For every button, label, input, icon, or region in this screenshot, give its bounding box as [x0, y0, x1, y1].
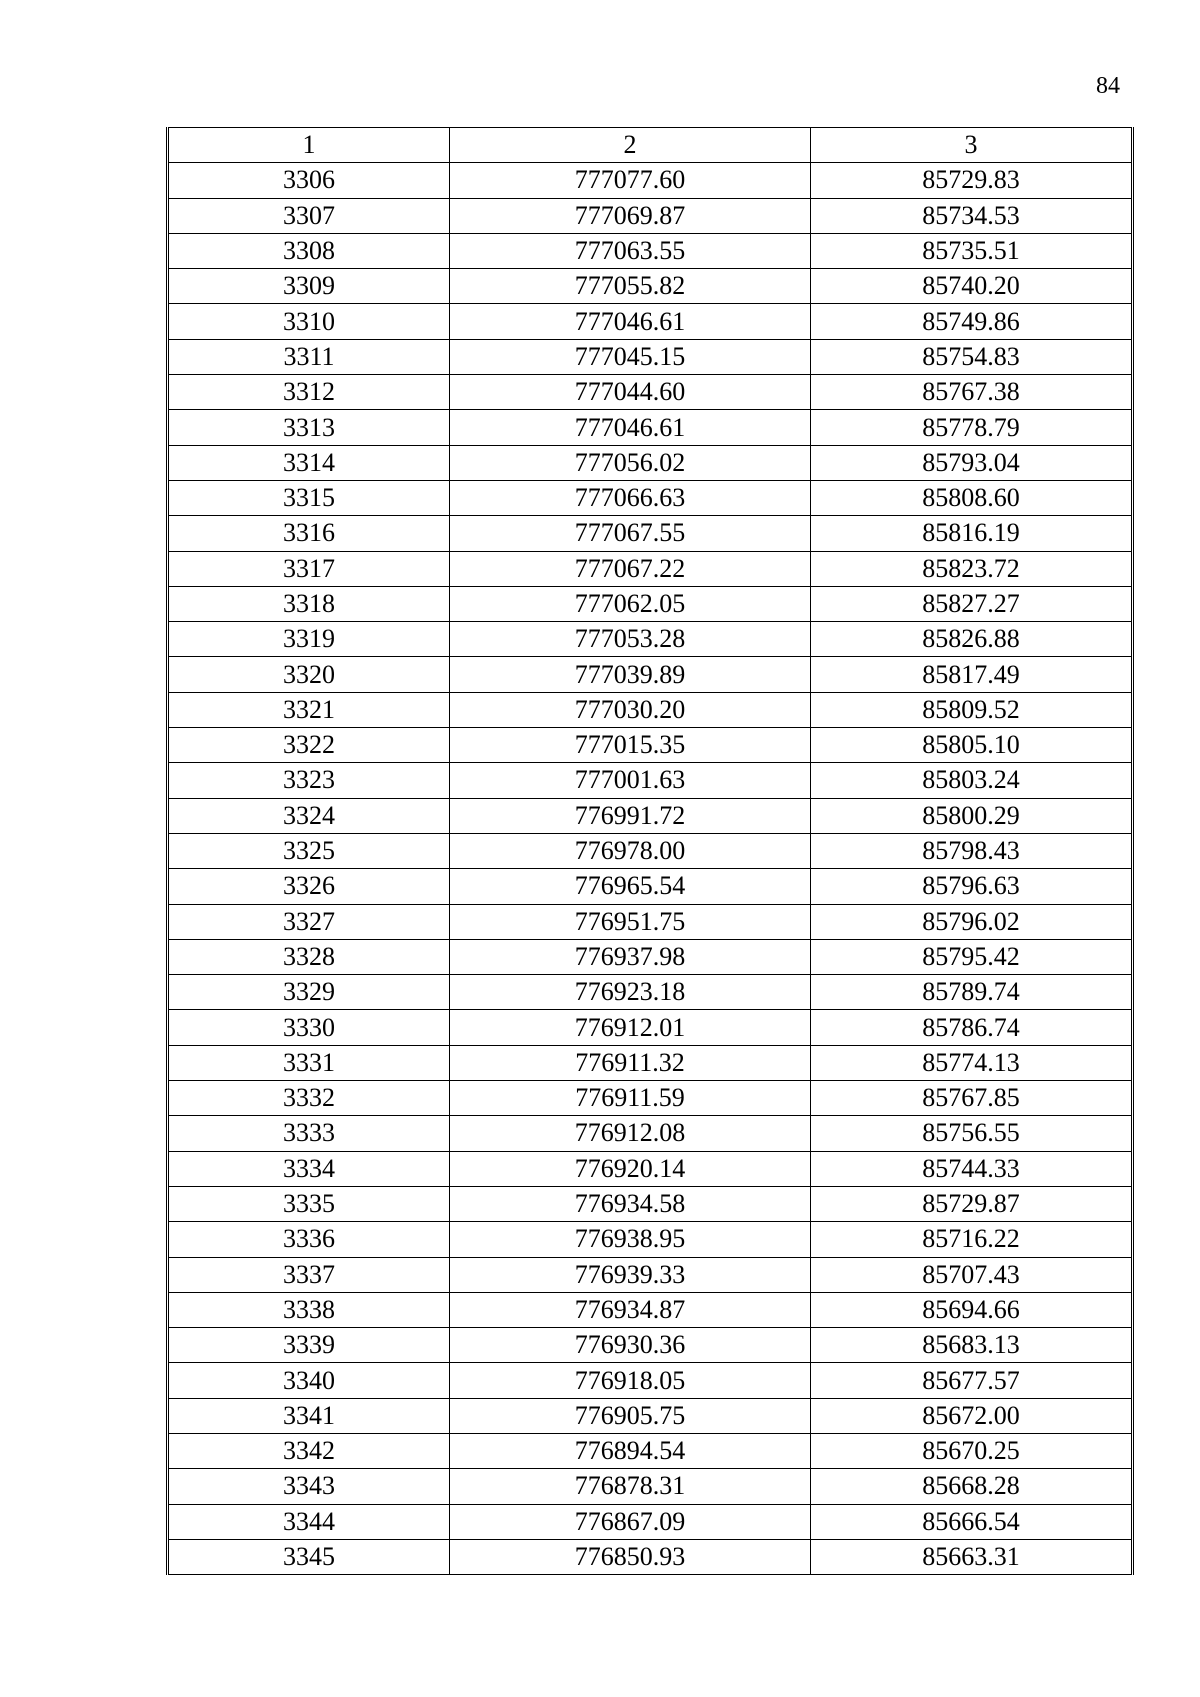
table-row	[168, 1539, 1133, 1574]
table-cell-col-3: 85786.74	[811, 1010, 1133, 1045]
table-cell-col-2: 776923.18	[450, 975, 811, 1010]
table-cell-col-3: 85754.83	[811, 339, 1133, 374]
table-cell-col-1: 3337	[168, 1257, 450, 1292]
table-cell-col-2: 776939.33	[450, 1257, 811, 1292]
table-cell-col-2: 777066.63	[450, 480, 811, 515]
table-cell-col-2: 777001.63	[450, 763, 811, 798]
table-cell-col-2: 777044.60	[450, 375, 811, 410]
table-cell-col-3: 85683.13	[811, 1328, 1133, 1363]
table-cell-col-1: 3325	[168, 833, 450, 868]
table-row	[168, 304, 1133, 339]
table-row	[168, 269, 1133, 304]
table-cell-col-3: 85774.13	[811, 1045, 1133, 1080]
table-cell-col-1: 3318	[168, 586, 450, 621]
table-row	[168, 798, 1133, 833]
table-row	[168, 1116, 1133, 1151]
table-cell-col-3: 85823.72	[811, 551, 1133, 586]
table-cell-col-1: 3344	[168, 1504, 450, 1539]
table-cell-col-3: 85668.28	[811, 1469, 1133, 1504]
table-row	[168, 622, 1133, 657]
table-row	[168, 1504, 1133, 1539]
table-row	[168, 904, 1133, 939]
table-cell-col-2: 777069.87	[450, 198, 811, 233]
table-cell-col-3: 85707.43	[811, 1257, 1133, 1292]
header-col-2: 2	[450, 128, 811, 163]
table-body	[168, 163, 1133, 1575]
table-cell-col-1: 3342	[168, 1433, 450, 1468]
table-cell-col-1: 3314	[168, 445, 450, 480]
table-cell-col-2: 777077.60	[450, 163, 811, 198]
table-cell-col-1: 3343	[168, 1469, 450, 1504]
table-cell-col-2: 776934.87	[450, 1292, 811, 1327]
table-cell-col-3: 85677.57	[811, 1363, 1133, 1398]
table-row	[168, 586, 1133, 621]
table-cell-col-2: 776912.08	[450, 1116, 811, 1151]
table-cell-col-1: 3307	[168, 198, 450, 233]
table-cell-col-2: 776965.54	[450, 869, 811, 904]
table-row	[168, 445, 1133, 480]
table-cell-col-1: 3321	[168, 692, 450, 727]
table-cell-col-3: 85796.63	[811, 869, 1133, 904]
table-row	[168, 1186, 1133, 1221]
table-cell-col-2: 776978.00	[450, 833, 811, 868]
table-cell-col-2: 776934.58	[450, 1186, 811, 1221]
table-row	[168, 198, 1133, 233]
table-header	[168, 128, 1133, 163]
table-cell-col-1: 3323	[168, 763, 450, 798]
table-row	[168, 833, 1133, 868]
table-cell-col-1: 3329	[168, 975, 450, 1010]
table-cell-col-3: 85756.55	[811, 1116, 1133, 1151]
table-row	[168, 480, 1133, 515]
table-cell-col-2: 776930.36	[450, 1328, 811, 1363]
table-cell-col-1: 3332	[168, 1081, 450, 1116]
header-col-1: 1	[168, 128, 450, 163]
table-cell-col-3: 85694.66	[811, 1292, 1133, 1327]
table-cell-col-3: 85816.19	[811, 516, 1133, 551]
table-cell-col-2: 777053.28	[450, 622, 811, 657]
table-cell-col-2: 776991.72	[450, 798, 811, 833]
table-cell-col-1: 3320	[168, 657, 450, 692]
table-cell-col-2: 777039.89	[450, 657, 811, 692]
table-cell-col-3: 85767.85	[811, 1081, 1133, 1116]
table-cell-col-2: 777067.22	[450, 551, 811, 586]
table-cell-col-1: 3333	[168, 1116, 450, 1151]
table-cell-col-3: 85749.86	[811, 304, 1133, 339]
table-cell-col-2: 776905.75	[450, 1398, 811, 1433]
table-cell-col-2: 776878.31	[450, 1469, 811, 1504]
table-cell-col-3: 85744.33	[811, 1151, 1133, 1186]
header-row	[168, 128, 1133, 163]
table-cell-col-1: 3306	[168, 163, 450, 198]
table-row	[168, 1081, 1133, 1116]
table-cell-col-1: 3345	[168, 1539, 450, 1574]
table-cell-col-2: 776918.05	[450, 1363, 811, 1398]
table-cell-col-2: 777067.55	[450, 516, 811, 551]
table-cell-col-2: 776850.93	[450, 1539, 811, 1574]
table-cell-col-2: 777063.55	[450, 233, 811, 268]
table-row	[168, 339, 1133, 374]
table-cell-col-3: 85809.52	[811, 692, 1133, 727]
table-cell-col-2: 777062.05	[450, 586, 811, 621]
table-cell-col-2: 776911.32	[450, 1045, 811, 1080]
table-cell-col-2: 777056.02	[450, 445, 811, 480]
table-cell-col-1: 3326	[168, 869, 450, 904]
table-cell-col-3: 85817.49	[811, 657, 1133, 692]
table-cell-col-1: 3316	[168, 516, 450, 551]
table-cell-col-2: 777055.82	[450, 269, 811, 304]
table-row	[168, 1257, 1133, 1292]
table-cell-col-1: 3331	[168, 1045, 450, 1080]
table-cell-col-3: 85767.38	[811, 375, 1133, 410]
table-cell-col-1: 3341	[168, 1398, 450, 1433]
table-cell-col-1: 3327	[168, 904, 450, 939]
table-row	[168, 1292, 1133, 1327]
table-cell-col-1: 3330	[168, 1010, 450, 1045]
table-cell-col-2: 776867.09	[450, 1504, 811, 1539]
table-cell-col-3: 85798.43	[811, 833, 1133, 868]
table-cell-col-1: 3319	[168, 622, 450, 657]
table-cell-col-2: 777030.20	[450, 692, 811, 727]
table-row	[168, 1398, 1133, 1433]
table-row	[168, 1045, 1133, 1080]
table-row	[168, 1328, 1133, 1363]
table-cell-col-1: 3338	[168, 1292, 450, 1327]
table-cell-col-3: 85778.79	[811, 410, 1133, 445]
table-cell-col-3: 85793.04	[811, 445, 1133, 480]
table-cell-col-2: 777015.35	[450, 728, 811, 763]
table-cell-col-3: 85716.22	[811, 1222, 1133, 1257]
table-cell-col-3: 85672.00	[811, 1398, 1133, 1433]
table-cell-col-1: 3334	[168, 1151, 450, 1186]
table-row	[168, 375, 1133, 410]
header-col-3: 3	[811, 128, 1133, 163]
table-row	[168, 939, 1133, 974]
table-cell-col-3: 85735.51	[811, 233, 1133, 268]
table-cell-col-2: 776938.95	[450, 1222, 811, 1257]
table-cell-col-3: 85827.27	[811, 586, 1133, 621]
table-cell-col-3: 85826.88	[811, 622, 1133, 657]
table-cell-col-3: 85740.20	[811, 269, 1133, 304]
table-cell-col-2: 777045.15	[450, 339, 811, 374]
table-row	[168, 1010, 1133, 1045]
table-cell-col-1: 3309	[168, 269, 450, 304]
table-cell-col-1: 3308	[168, 233, 450, 268]
table-row	[168, 1222, 1133, 1257]
table-cell-col-1: 3313	[168, 410, 450, 445]
table-row	[168, 1363, 1133, 1398]
table-cell-col-1: 3340	[168, 1363, 450, 1398]
table-row	[168, 1433, 1133, 1468]
table-row	[168, 975, 1133, 1010]
table-cell-col-3: 85670.25	[811, 1433, 1133, 1468]
table-cell-col-2: 776911.59	[450, 1081, 811, 1116]
page-number: 84	[1096, 73, 1120, 99]
table-cell-col-3: 85795.42	[811, 939, 1133, 974]
table-cell-col-1: 3336	[168, 1222, 450, 1257]
table-row	[168, 692, 1133, 727]
table-cell-col-1: 3328	[168, 939, 450, 974]
table-cell-col-1: 3312	[168, 375, 450, 410]
table-cell-col-3: 85803.24	[811, 763, 1133, 798]
table-row	[168, 869, 1133, 904]
table-cell-col-1: 3324	[168, 798, 450, 833]
coordinates-table	[166, 127, 1134, 1575]
table-row	[168, 1151, 1133, 1186]
table-row	[168, 657, 1133, 692]
table-row	[168, 763, 1133, 798]
table-cell-col-3: 85663.31	[811, 1539, 1133, 1574]
table-row	[168, 163, 1133, 198]
table-row	[168, 551, 1133, 586]
table-cell-col-1: 3315	[168, 480, 450, 515]
table-cell-col-2: 776920.14	[450, 1151, 811, 1186]
table-cell-col-1: 3322	[168, 728, 450, 763]
table-cell-col-1: 3339	[168, 1328, 450, 1363]
table-cell-col-1: 3317	[168, 551, 450, 586]
table-cell-col-3: 85808.60	[811, 480, 1133, 515]
table-cell-col-3: 85666.54	[811, 1504, 1133, 1539]
table-cell-col-3: 85789.74	[811, 975, 1133, 1010]
table-cell-col-3: 85800.29	[811, 798, 1133, 833]
table-cell-col-3: 85729.83	[811, 163, 1133, 198]
table-row	[168, 728, 1133, 763]
table-row	[168, 516, 1133, 551]
table-cell-col-2: 776912.01	[450, 1010, 811, 1045]
table-cell-col-3: 85729.87	[811, 1186, 1133, 1221]
table-cell-col-1: 3310	[168, 304, 450, 339]
table-cell-col-2: 776951.75	[450, 904, 811, 939]
table-cell-col-3: 85734.53	[811, 198, 1133, 233]
table-cell-col-1: 3335	[168, 1186, 450, 1221]
table-cell-col-1: 3311	[168, 339, 450, 374]
table-cell-col-3: 85805.10	[811, 728, 1133, 763]
table-cell-col-3: 85796.02	[811, 904, 1133, 939]
table-cell-col-2: 777046.61	[450, 304, 811, 339]
table-row	[168, 1469, 1133, 1504]
table-cell-col-2: 777046.61	[450, 410, 811, 445]
table-row	[168, 410, 1133, 445]
table-cell-col-2: 776894.54	[450, 1433, 811, 1468]
table-row	[168, 233, 1133, 268]
table-cell-col-2: 776937.98	[450, 939, 811, 974]
